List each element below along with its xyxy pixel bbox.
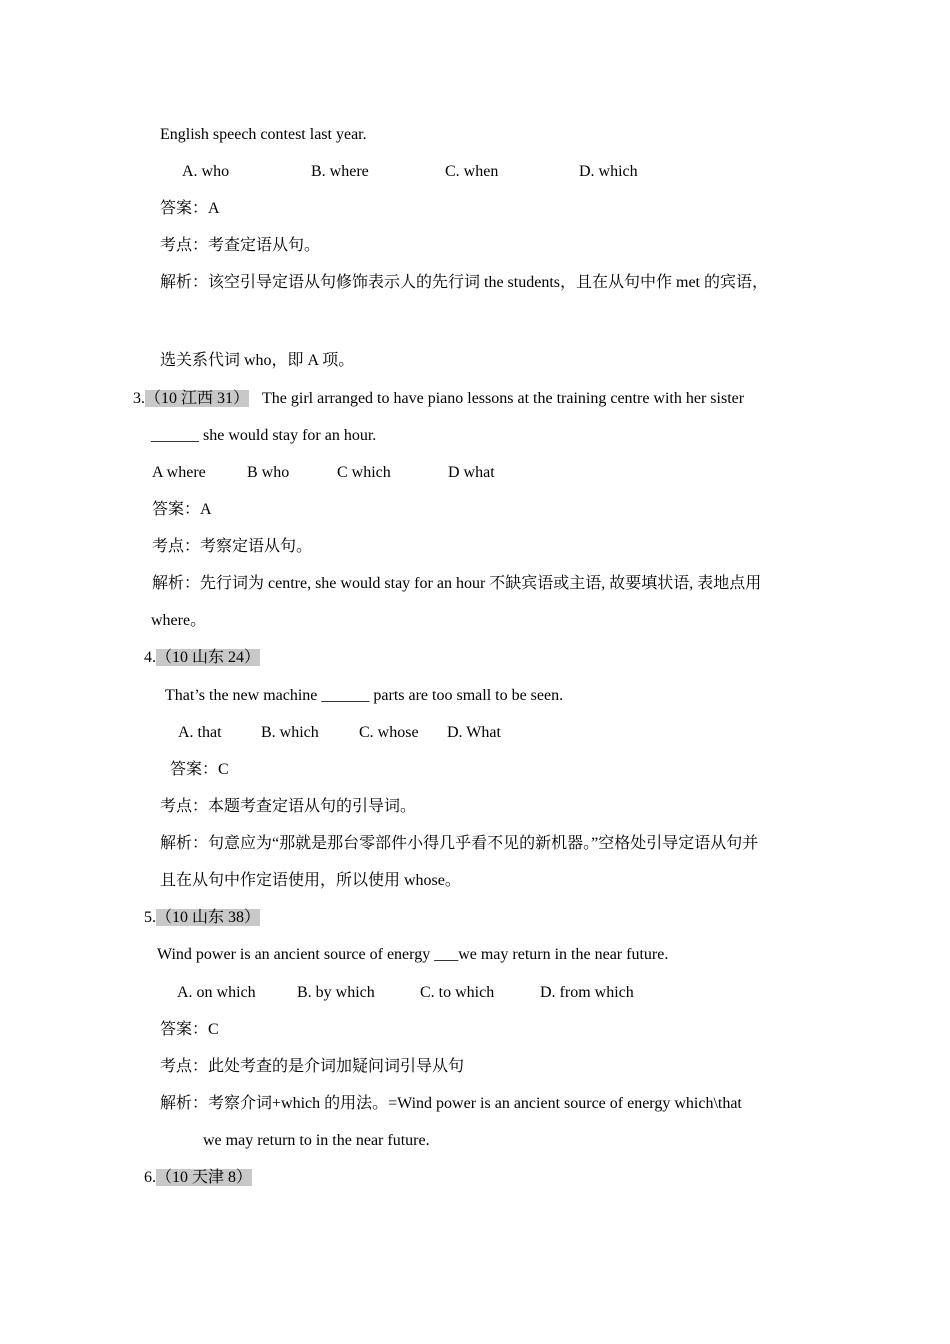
q5-source-tag: （10 山东 38） — [156, 909, 261, 926]
q4-option-b: B. which — [261, 724, 319, 741]
q3-stem-line-2: ______ she would stay for an hour. — [151, 427, 377, 444]
q5-number: 5. — [144, 909, 156, 926]
q2-point: 考点：考查定语从句。 — [160, 237, 321, 254]
q3-option-d: D what — [448, 464, 495, 481]
q4-option-d: D. What — [447, 724, 501, 741]
q6-number: 6. — [144, 1169, 156, 1186]
q2-stem-tail: English speech contest last year. — [160, 126, 367, 143]
q2-option-d: D. which — [579, 163, 638, 180]
q3-option-a: A where — [152, 464, 206, 481]
q5-point: 考点：此处考查的是介词加疑问词引导从句 — [160, 1058, 465, 1075]
q3-analysis-line-1: 解析：先行词为 centre, she would stay for an hour 不缺宾语或主语, 故要填状语, 表地点用 — [152, 575, 762, 592]
q4-analysis-line-1: 解析：句意应为“那就是那台零部件小得几乎看不见的新机器。”空格处引导定语从句并 — [160, 835, 759, 852]
q2-option-a: A. who — [182, 163, 230, 180]
q2-analysis-line-1: 解析：该空引导定语从句修饰表示人的先行词 the students，且在从句中作 met 的宾语， — [160, 274, 768, 291]
q3-source-tag: （10 江西 31） — [145, 390, 250, 407]
q3-analysis-line-2: where。 — [151, 612, 207, 629]
q5-option-a: A. on which — [177, 984, 256, 1001]
q4-option-a: A. that — [178, 724, 222, 741]
q5-option-b: B. by which — [297, 984, 375, 1001]
q3-option-b: B who — [247, 464, 290, 481]
q5-analysis-line-1: 解析：考察介词+which 的用法。=Wind power is an ancient source of energy which\that — [160, 1095, 742, 1112]
q2-analysis-line-2: 选关系代词 who，即 A 项。 — [160, 352, 355, 369]
q4-analysis-line-2: 且在从句中作定语使用，所以使用 whose。 — [160, 872, 461, 889]
q4-source-tag: （10 山东 24） — [156, 649, 261, 666]
q2-option-c: C. when — [445, 163, 499, 180]
q5-answer: 答案：C — [160, 1021, 219, 1038]
q5-stem: Wind power is an ancient source of energy ___we may return in the near future. — [157, 946, 669, 963]
q3-stem-line-1: The girl arranged to have piano lessons at the training centre with her sister — [262, 390, 745, 407]
q4-stem: That’s the new machine ______ parts are too small to be seen. — [165, 687, 564, 704]
q4-option-c: C. whose — [359, 724, 419, 741]
q2-option-b: B. where — [311, 163, 369, 180]
q3-heading — [133, 389, 249, 409]
q2-answer: 答案：A — [160, 200, 220, 217]
q4-heading — [144, 648, 260, 668]
q5-heading — [144, 908, 260, 928]
q3-number: 3. — [133, 390, 145, 407]
q6-source-tag: （10 天津 8） — [156, 1169, 253, 1186]
q5-analysis-line-2: we may return to in the near future. — [203, 1132, 430, 1149]
q4-number: 4. — [144, 649, 156, 666]
q4-answer: 答案：C — [170, 761, 229, 778]
q3-point: 考点：考察定语从句。 — [152, 538, 313, 555]
q5-option-c: C. to which — [420, 984, 495, 1001]
q6-heading — [144, 1168, 252, 1188]
q3-option-c: C which — [337, 464, 391, 481]
q4-point: 考点：本题考查定语从句的引导词。 — [160, 798, 417, 815]
q5-option-d: D. from which — [540, 984, 634, 1001]
q3-answer: 答案：A — [152, 501, 212, 518]
